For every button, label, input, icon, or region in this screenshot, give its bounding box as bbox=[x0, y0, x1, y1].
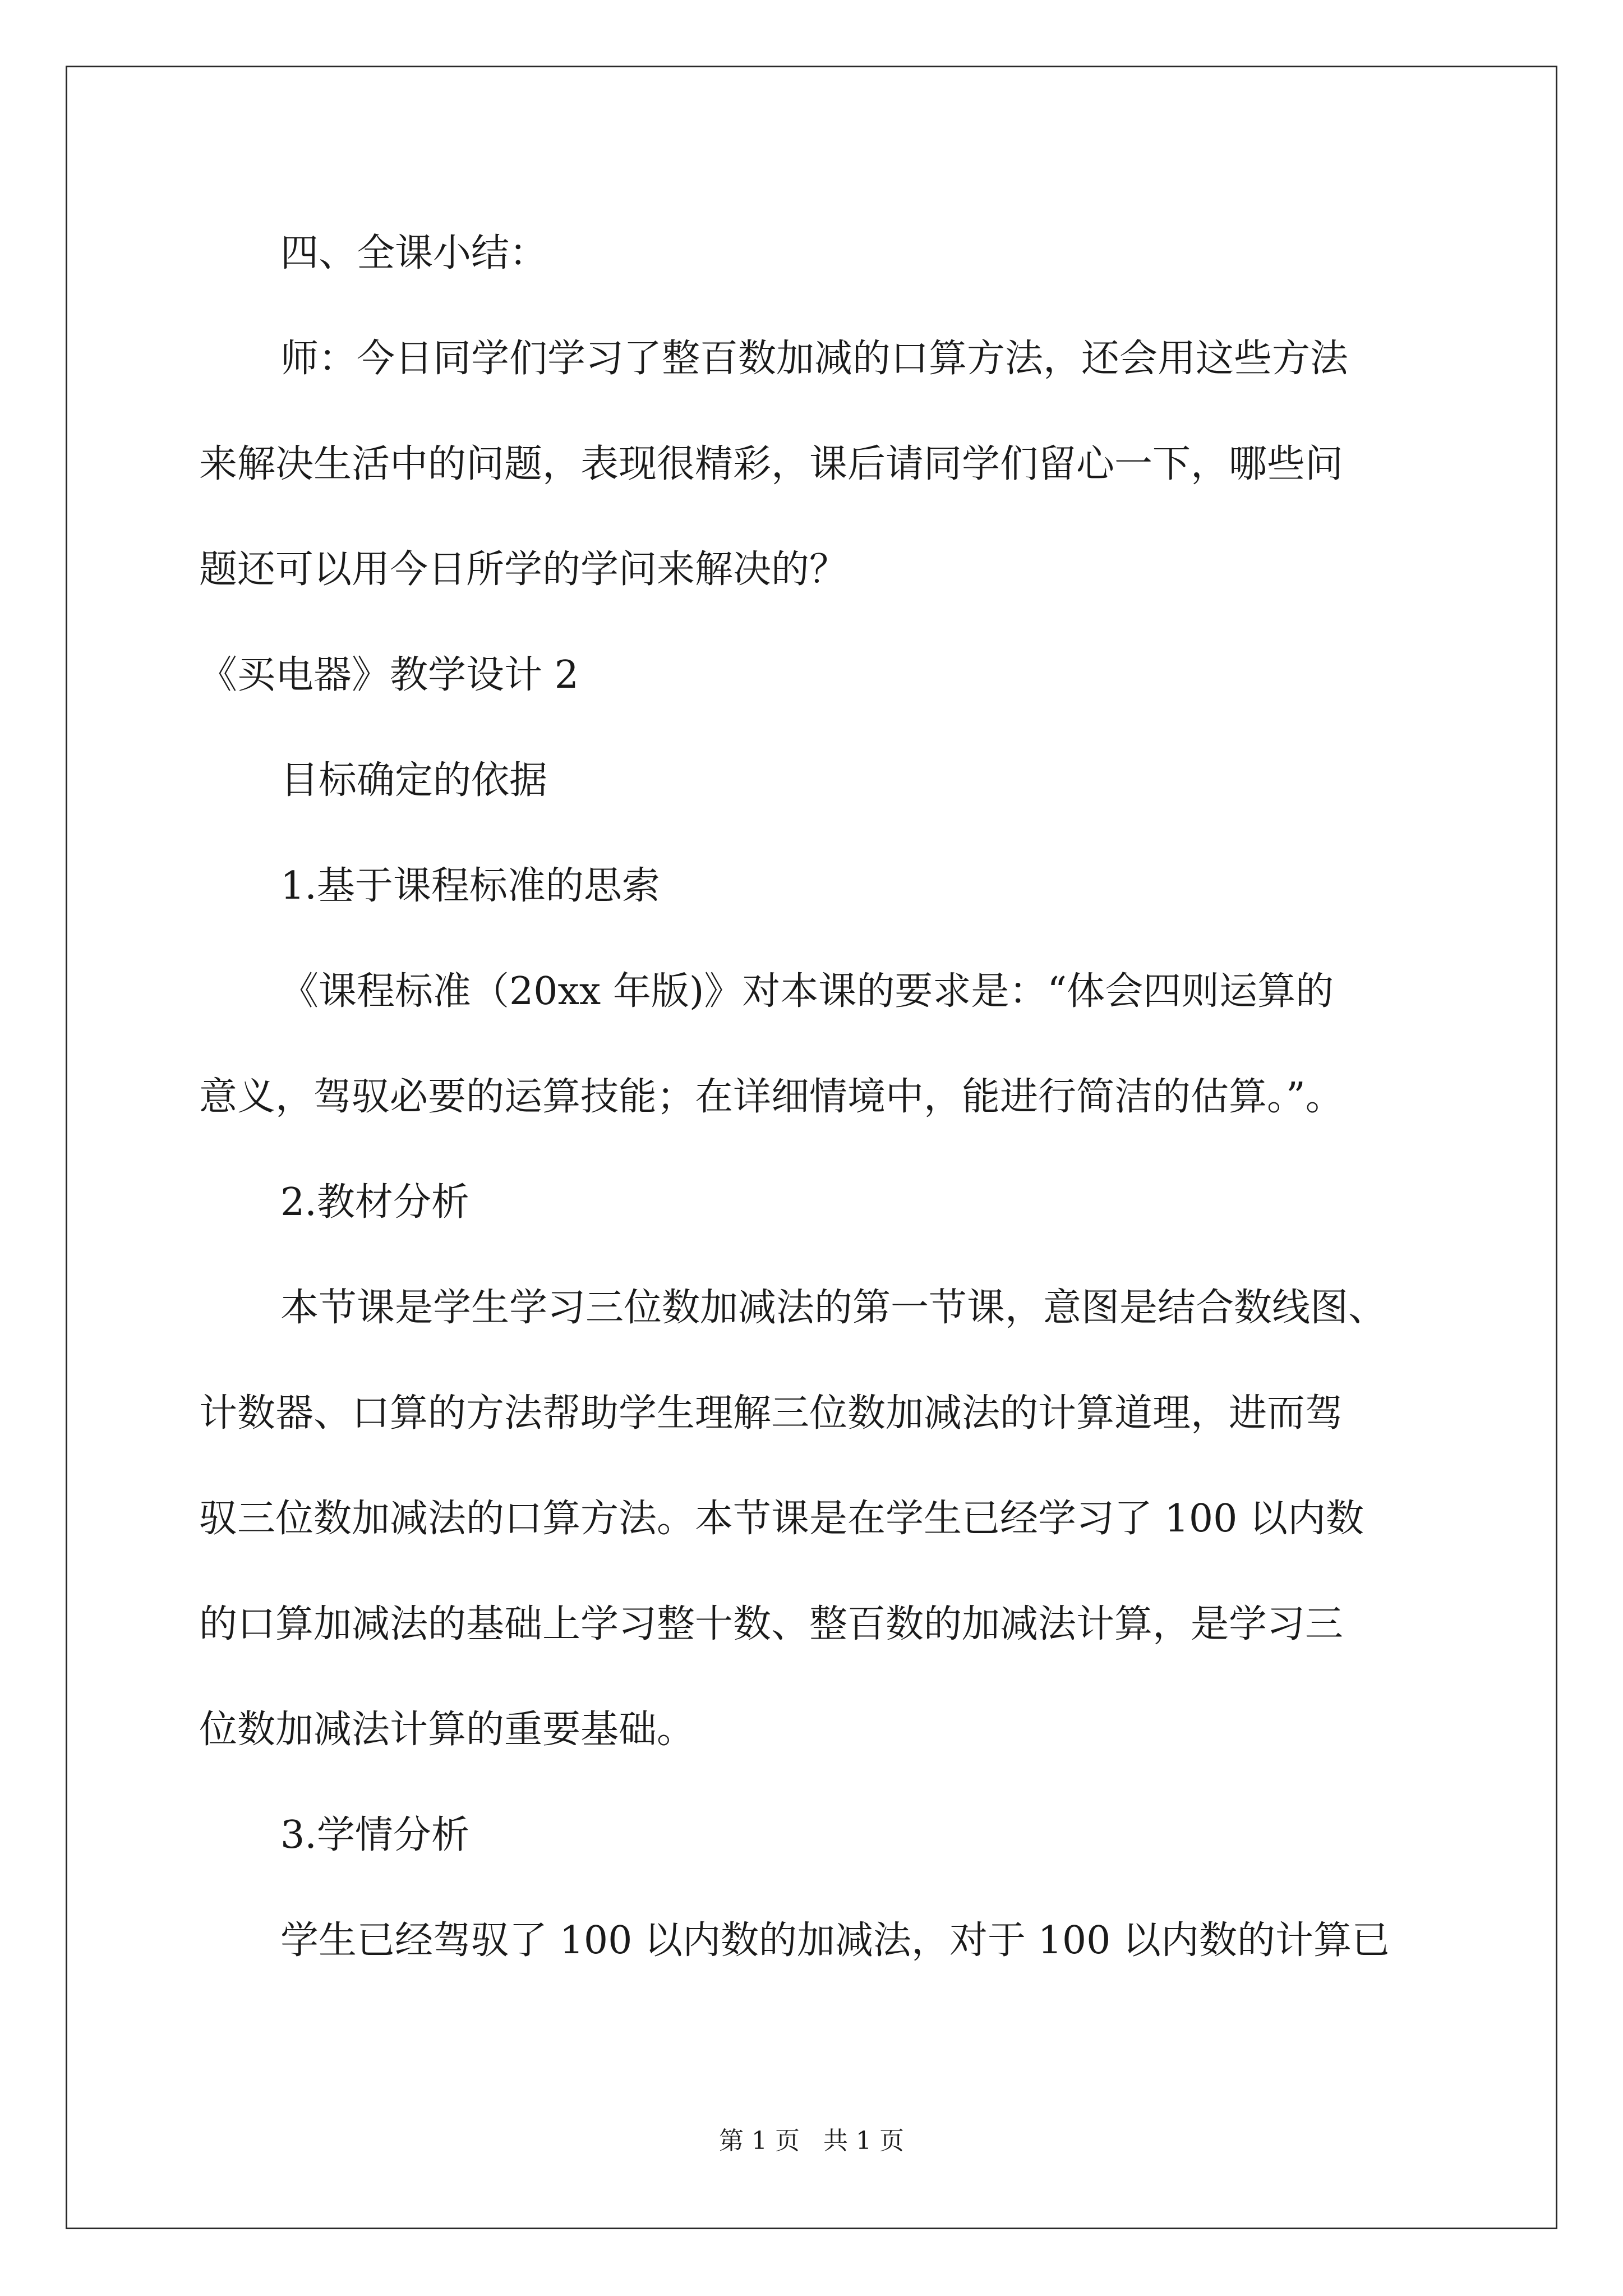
paragraph-line: 意义，驾驭必要的运算技能；在详细情境中，能进行简洁的估算。”。 bbox=[199, 1075, 1344, 1119]
paragraph-line: 计数器、口算的方法帮助学生理解三位数加减法的计算道理，进而驾 bbox=[199, 1391, 1344, 1435]
subheading-textbook-analysis: 2.教材分析 bbox=[280, 1180, 469, 1225]
paragraph-line: 题还可以用今日所学的学问来解决的？ bbox=[199, 547, 848, 592]
subheading-student-analysis: 3.学情分析 bbox=[280, 1813, 469, 1857]
page-border bbox=[66, 66, 1557, 2229]
paragraph-line: 位数加减法计算的重要基础。 bbox=[199, 1708, 695, 1752]
paragraph-line: 师：今日同学们学习了整百数加减的口算方法，还会用这些方法 bbox=[280, 337, 1349, 381]
paragraph-line: 的口算加减法的基础上学习整十数、整百数的加减法计算，是学习三 bbox=[199, 1602, 1344, 1646]
page-number-footer: 第 1 页 共 1 页 bbox=[719, 2127, 904, 2155]
subheading-curriculum: 1.基于课程标准的思索 bbox=[280, 864, 660, 908]
section-heading-summary: 四、全课小结： bbox=[280, 231, 548, 275]
paragraph-line: 本节课是学生学习三位数加减法的第一节课，意图是结合数线图、 bbox=[280, 1286, 1387, 1330]
document-title: 《买电器》教学设计 2 bbox=[199, 653, 579, 697]
paragraph-line: 来解决生活中的问题，表现很精彩，课后请同学们留心一下，哪些问 bbox=[199, 442, 1344, 486]
section-heading-basis: 目标确定的依据 bbox=[280, 758, 548, 803]
paragraph-line: 驭三位数加减法的口算方法。本节课是在学生已经学习了 100 以内数 bbox=[199, 1497, 1364, 1541]
paragraph-line: 《课程标准（20xx 年版)》对本课的要求是：“体会四则运算的 bbox=[280, 969, 1334, 1014]
paragraph-line: 学生已经驾驭了 100 以内数的加减法，对于 100 以内数的计算已 bbox=[280, 1918, 1390, 1963]
